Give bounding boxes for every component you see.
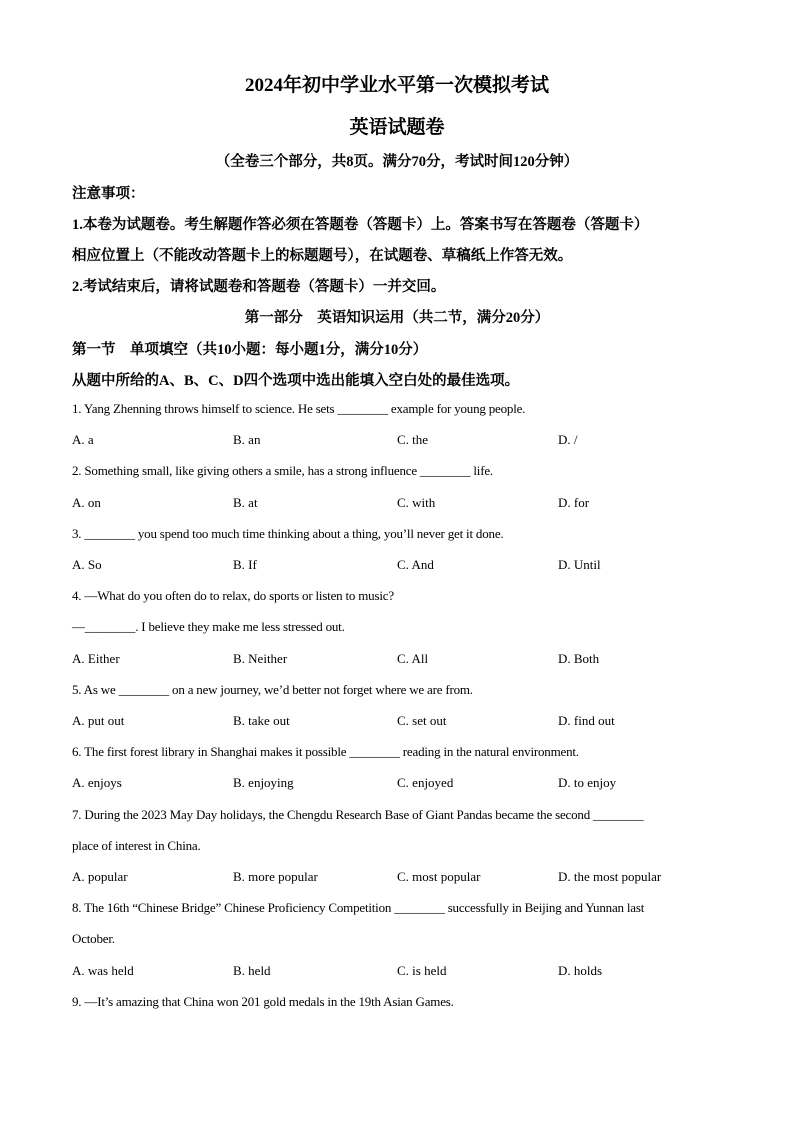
q5-option-a: A. put out [72,713,125,728]
q5-option-d: D. find out [558,713,615,728]
q3-option-c: C. And [397,557,434,572]
q1-option-d: D. / [558,432,578,447]
q6-option-c: C. enjoyed [397,775,454,790]
question-1: 1. Yang Zhenning throws himself to science. He sets ________ example for young people. [72,401,526,416]
question-7: 7. During the 2023 May Day holidays, the Chengdu Research Base of Giant Pandas became the second ________ [72,807,644,822]
q3-option-a: A. So [72,557,102,572]
part-title: 第一部分 英语知识运用（共二节，满分20分） [244,310,550,326]
exam-title: 2024年初中学业水平第一次模拟考试 [244,75,549,96]
q8-option-d: D. holds [558,963,603,978]
question-7-cont: place of interest in China. [72,838,201,853]
question-6: 6. The first forest library in Shanghai makes it possible ________ reading in the natural environment. [72,744,579,759]
q8-option-c: C. is held [397,963,447,978]
q2-option-d: D. for [558,495,590,510]
question-9: 9. —It’s amazing that China won 201 gold medals in the 19th Asian Games. [72,994,454,1009]
q4-option-c: C. All [397,651,429,666]
q6-option-b: B. enjoying [233,775,294,790]
question-4-reply: —________. I believe they make me less stressed out. [72,619,345,634]
question-3: 3. ________ you spend too much time thinking about a thing, you’ll never get it done. [72,526,504,541]
q1-option-c: C. the [397,432,429,447]
question-8-cont: October. [72,931,115,946]
question-5: 5. As we ________ on a new journey, we’d better not forget where we are from. [72,682,473,697]
q4-option-d: D. Both [558,651,600,666]
q3-option-b: B. If [233,557,257,572]
section-instruction: 从题中所给的A、B、C、D四个选项中选出能填入空白处的最佳选项。 [72,373,520,389]
question-4: 4. —What do you often do to relax, do sports or listen to music? [72,588,394,603]
q2-option-c: C. with [397,495,436,510]
q4-option-b: B. Neither [233,651,288,666]
notice-heading: 注意事项： [72,186,145,202]
q8-option-b: B. held [233,963,271,978]
q7-option-a: A. popular [72,869,128,884]
q1-option-a: A. a [72,432,94,447]
notice-item-1: 1.本卷为试题卷。考生解题作答必须在答题卷（答题卡）上。答案书写在答题卷（答题卡） [72,217,649,233]
exam-note: （全卷三个部分，共8页。满分70分，考试时间120分钟） [215,154,579,170]
q3-option-d: D. Until [558,557,601,572]
q2-option-a: A. on [72,495,101,510]
q7-option-b: B. more popular [233,869,318,884]
q4-option-a: A. Either [72,651,120,666]
q8-option-a: A. was held [72,963,134,978]
q1-option-b: B. an [233,432,261,447]
question-8: 8. The 16th “Chinese Bridge” Chinese Proficiency Competition ________ successfully in Beijing and Yunnan last [72,900,645,915]
q5-option-b: B. take out [233,713,290,728]
q6-option-d: D. to enjoy [558,775,617,790]
q6-option-a: A. enjoys [72,775,122,790]
q5-option-c: C. set out [397,713,447,728]
q7-option-c: C. most popular [397,869,481,884]
notice-item-2: 2.考试结束后，请将试题卷和答题卷（答题卡）一并交回。 [72,279,446,295]
question-2: 2. Something small, like giving others a smile, has a strong influence ________ life. [72,463,493,478]
q2-option-b: B. at [233,495,258,510]
exam-subtitle: 英语试题卷 [349,117,445,138]
q7-option-d: D. the most popular [558,869,662,884]
section-title: 第一节 单项填空（共10小题：每小题1分，满分10分） [72,342,428,358]
notice-item-1-cont: 相应位置上（不能改动答题卡上的标题题号），在试题卷、草稿纸上作答无效。 [72,248,573,264]
